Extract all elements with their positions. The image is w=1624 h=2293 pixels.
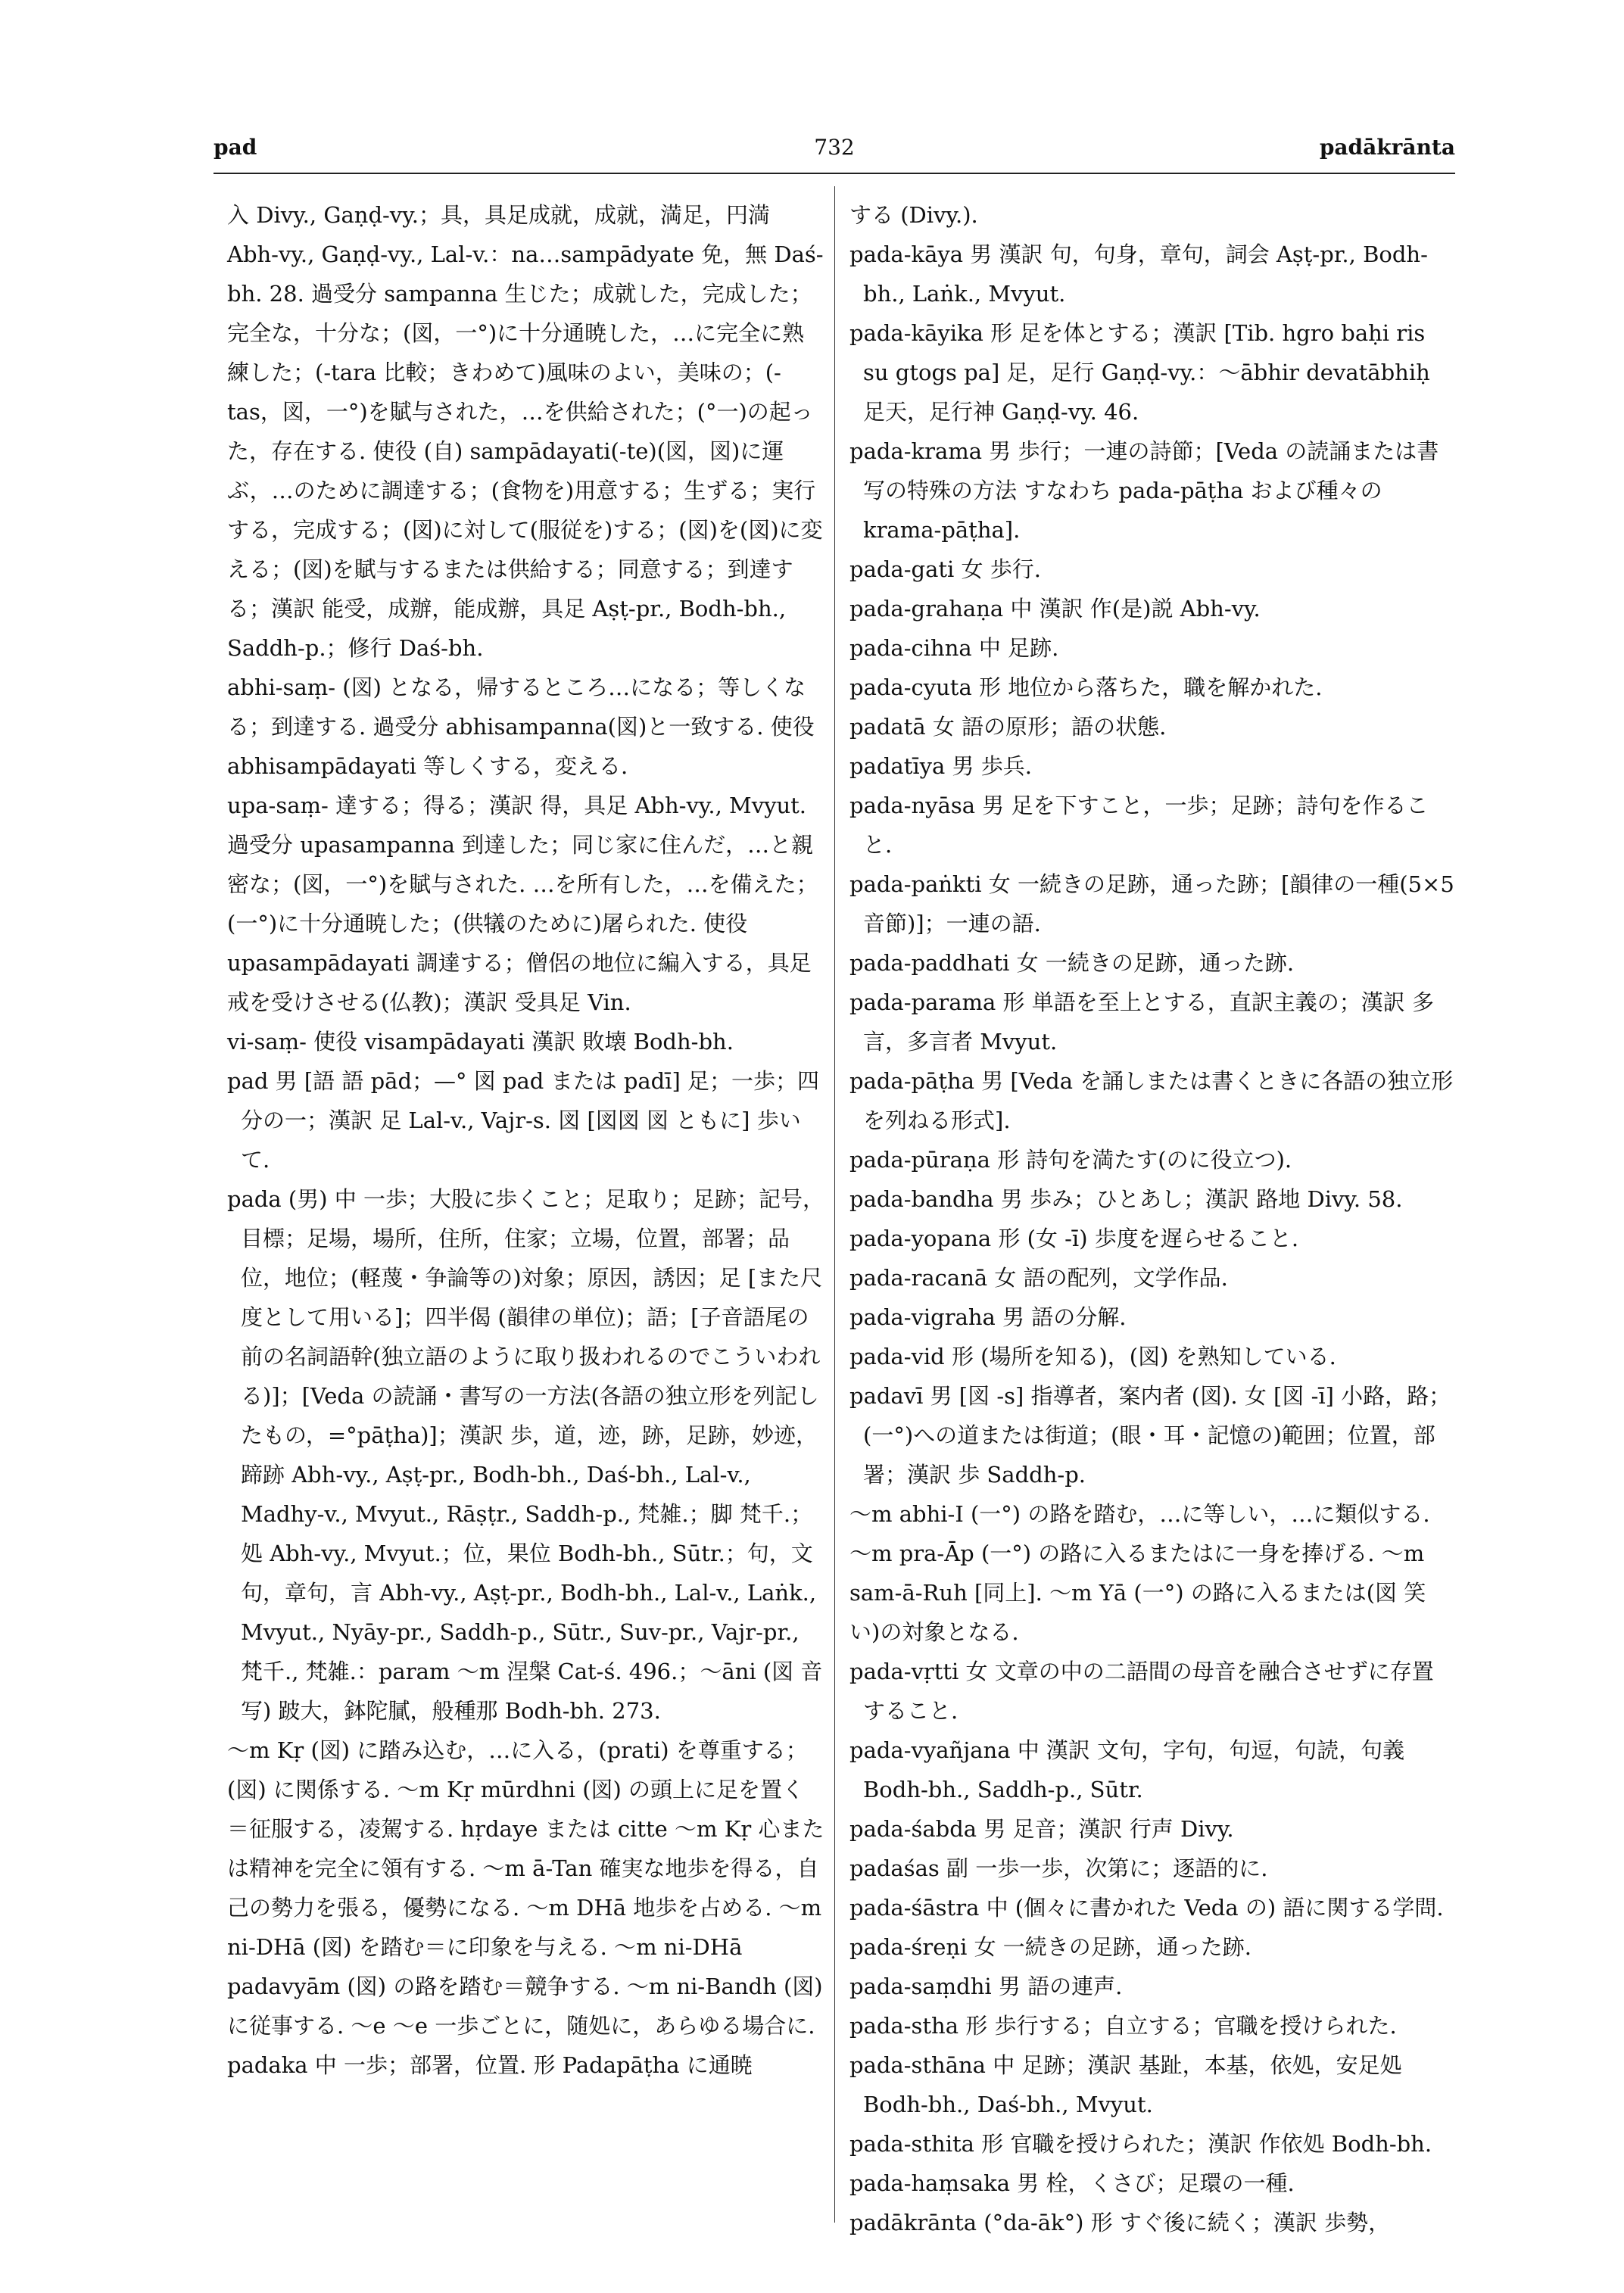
sub-entry: upa-saṃ- 達する；得る；漢訳 得，具足 Abh-vy., Mvyut. 過受分 upasampanna 到達した；同じ家に住んだ，…と親密な；(図，一°)を賦与された. …を所有した，…を備えた；(一°)に十分通暁した；(供犠のために)屠られた. 使役 upasampādayati 調達する；僧侶の地位に編入する，具足戒を受けさせる(仏教)；漢訳 受具足 Vin.: [227, 793, 818, 1015]
dictionary-entry: pada-śāstra 中 (個々に書かれた Veda の) 語に関する学問.: [849, 1895, 1444, 1921]
dictionary-entry: pada-cyuta 形 地位から落ちた，職を解かれた.: [849, 675, 1323, 700]
dictionary-entry: padākrānta (°da-āk°) 形 すぐ後に続く；漢訳 歩勢，: [849, 2210, 1391, 2235]
continued-entry: する (Divy.).: [849, 202, 978, 228]
dictionary-entry: padaśas 副 一歩一歩，次第に；逐語的に.: [849, 1855, 1268, 1881]
dictionary-entry: pada-yopana 形 (女 -ī) 歩度を遅らせること.: [849, 1226, 1299, 1251]
dictionary-entry: pada-paṅkti 女 一続きの足跡，通った跡；[韻律の一種(5×5音節)]；一連の語.: [849, 871, 1454, 936]
dictionary-entry: pada-cihna 中 足跡.: [849, 635, 1059, 661]
dictionary-entry: pada-vigraha 男 語の分解.: [849, 1304, 1127, 1330]
dictionary-entry: pada-sthita 形 官職を授けられた；漢訳 作依処 Bodh-bh.: [849, 2131, 1432, 2157]
dictionary-entry: pada-bandha 男 歩み；ひとあし；漢訳 路地 Divy. 58.: [849, 1186, 1403, 1212]
dictionary-entry: pada-gati 女 歩行.: [849, 556, 1041, 582]
dictionary-entry: pada-vṛtti 女 文章の中の二語間の母音を融合させずに存置すること.: [849, 1659, 1434, 1724]
dictionary-entry: pada-śabda 男 足音；漢訳 行声 Divy.: [849, 1816, 1234, 1842]
dictionary-entry: padatā 女 語の原形；語の状態.: [849, 714, 1167, 740]
sub-entry: ～m Kṛ (図) に踏み込む，…に入る，(prati) を尊重する；(図) に関係する. ～m Kṛ mūrdhni (図) の頭上に足を置く＝征服する，凌駕する. hṛdaye または citte ～m Kṛ 心または精神を完全に領有する. ～m ā-Tan 確実な地歩を得る，自己の勢力を張る，優勢になる. ～m DHā 地歩を占める. ～m ni-DHā (図) を踏む＝に印象を与える. ～m ni-DHā padavyām (図) の路を踏む＝競争する. ～m ni-Bandh (図) に従事する. ～e ～e 一歩ごとに，随処に，あらゆる場合に.: [227, 1737, 830, 2039]
dictionary-entry: pada-grahaṇa 中 漢訳 作(是)説 Abh-vy.: [849, 596, 1261, 622]
dictionary-entry: pada-vid 形 (場所を知る)，(図) を熟知している.: [849, 1344, 1336, 1369]
dictionary-entry: pada-vyañjana 中 漢訳 文句，字句，句逗，句読，句義 Bodh-bh., Saddh-p., Sūtr.: [849, 1737, 1412, 1802]
page-number: 732: [814, 135, 855, 160]
dictionary-entry: pada-nyāsa 男 足を下すこと，一歩；足跡；詩句を作ること.: [849, 793, 1429, 858]
dictionary-entry: pada (男) 中 一歩；大股に歩くこと；足取り；足跡；記号，目標；足場，場所，住所，住家；立場，位置，部署；品位，地位；(軽蔑・争論等の)対象；原因，誘因；足 [また尺度として用いる]；四半偈 (韻律の単位)；語；[子音語尾の前の名詞語幹(独立語のように取り扱われるのでこういわれる)]；[Veda の読誦・書写の一方法(各語の独立形を列記したもの，=°pāṭha)]；漢訳 歩，道，迹，跡，足跡，妙迹，蹄跡 Abh-vy., Aṣṭ-pr., Bodh-bh., Daś-bh., Lal-v., Madhy-v., Mvyut., Rāṣṭr., Saddh-p., 梵雑.；脚 梵千.；処 Abh-vy., Mvyut.；位，果位 Bodh-bh., Sūtr.；句，文句，章句，言 Abh-vy., Aṣṭ-pr., Bodh-bh., Lal-v., Laṅk., Mvyut., Nyāy-pr., Saddh-p., Sūtr., Suv-pr., Vajr-pr., 梵千., 梵雑.：param ～m 涅槃 Cat-ś. 496.；～āni (図 音写) 跛大，鉢陀膩，般種那 Bodh-bh. 273.: [227, 1186, 824, 1724]
sub-entry: ～m abhi-I (一°) の路を踏む，…に等しい，…に類似する. ～m pra-Āp (一°) の路に入るまたはに一身を捧げる. ～m sam-ā-Ruh [同上]. ～m Yā (一°) の路に入るまたは(図 笑い)の対象となる.: [849, 1501, 1437, 1645]
dictionary-entry: padaka 中 一歩；部署，位置. 形 Padapāṭha に通暁: [227, 2052, 753, 2078]
column-divider: [834, 186, 835, 2223]
dictionary-entry: padatīya 男 歩兵.: [849, 753, 1032, 779]
dictionary-entry: pada-parama 形 単語を至上とする，直訳主義の；漢訳 多言，多言者 Mvyut.: [849, 989, 1434, 1055]
dictionary-entry: pada-racanā 女 語の配列，文学作品.: [849, 1265, 1228, 1291]
sub-entry: vi-saṃ- 使役 visampādayati 漢訳 敗壊 Bodh-bh.: [227, 1029, 734, 1055]
dictionary-entry: pada-paddhati 女 一続きの足跡，通った跡.: [849, 950, 1295, 976]
dictionary-entry: pada-haṃsaka 男 栓，くさび；足環の一種.: [849, 2170, 1295, 2196]
dictionary-entry: pada-sthāna 中 足跡；漢訳 基趾，本基，依処，安足処 Bodh-bh., Daś-bh., Mvyut.: [849, 2052, 1409, 2117]
continued-entry: 入 Divy., Gaṇḍ-vy.；具，具足成就，成就，満足，円満 Abh-vy., Gaṇḍ-vy., Lal-v.：na…sampādyate 免，無 Daś-bh. 28. 過受分 sampanna 生じた；成就した，完成した；完全な，十分な；(図，一°)に十分通暁した，…に完全に熟練した；(-tara 比較；きわめて)風味のよい，美味の；(-tas，図，一°)を賦与された，…を供給された；(°一)の起った，存在する. 使役 (自) sampādayati(-te)(図，図)に運ぶ，…のために調達する；(食物を)用意する；生ずる；実行する，完成する；(図)に対して(服従を)する；(図)を(図)に変える；(図)を賦与するまたは供給する；同意する；到達する；漢訳 能受，成辦，能成辦，具足 Aṣṭ-pr., Bodh-bh., Saddh-p.；修行 Daś-bh.: [227, 202, 824, 661]
dictionary-entry: padavī 男 [図 -s] 指導者，案内者 (図). 女 [図 -ī] 小路，路；(一°)への道または街道；(眼・耳・記憶の)範囲；位置，部署；漢訳 歩 Saddh-p.: [849, 1383, 1451, 1488]
header-rule: [214, 173, 1455, 174]
dictionary-entry: pad 男 [語 語 pād；—° 図 pad または padī] 足；一歩；四分の一；漢訳 足 Lal-v., Vajr-s. 図 [図図 図 ともに] 歩いて.: [227, 1068, 820, 1173]
sub-entry: abhi-saṃ- (図) となる，帰するところ…になる；等しくなる；到達する. 過受分 abhisampanna(図)と一致する. 使役 abhisampādayati 等しくする，変える.: [227, 675, 821, 779]
dictionary-entry: pada-kāya 男 漢訳 句，句身，章句，詞会 Aṣṭ-pr., Bodh-bh., Laṅk., Mvyut.: [849, 241, 1428, 307]
header-right-guideword: padākrānta: [1319, 135, 1455, 160]
header-left-guideword: pad: [214, 135, 257, 160]
dictionary-entry: pada-śreṇi 女 一続きの足跡，通った跡.: [849, 1934, 1252, 1960]
left-column: [227, 195, 830, 2254]
running-header: [214, 135, 1455, 173]
dictionary-entry: pada-stha 形 歩行する；自立する；官職を授けられた.: [849, 2013, 1397, 2039]
dictionary-entry: pada-pūraṇa 形 詩句を満たす(のに役立つ).: [849, 1147, 1292, 1173]
dictionary-entry: pada-krama 男 歩行；一連の詩節；[Veda の読誦または書写の特殊の方法 すなわち pada-pāṭha および種々の krama-pāṭha].: [849, 438, 1439, 543]
dictionary-entry: pada-kāyika 形 足を体とする；漢訳 [Tib. hgro baḥi ris su gtogs pa] 足，足行 Gaṇḍ-vy.：～ābhir devatābhiḥ 足天，足行神 Gaṇḍ-vy. 46.: [849, 320, 1437, 425]
dictionary-entry: pada-pāṭha 男 [Veda を誦しまたは書くときに各語の独立形を列ねる形式].: [849, 1068, 1454, 1133]
dictionary-entry: pada-saṃdhi 男 語の連声.: [849, 1974, 1123, 1999]
right-column: [849, 195, 1455, 2254]
